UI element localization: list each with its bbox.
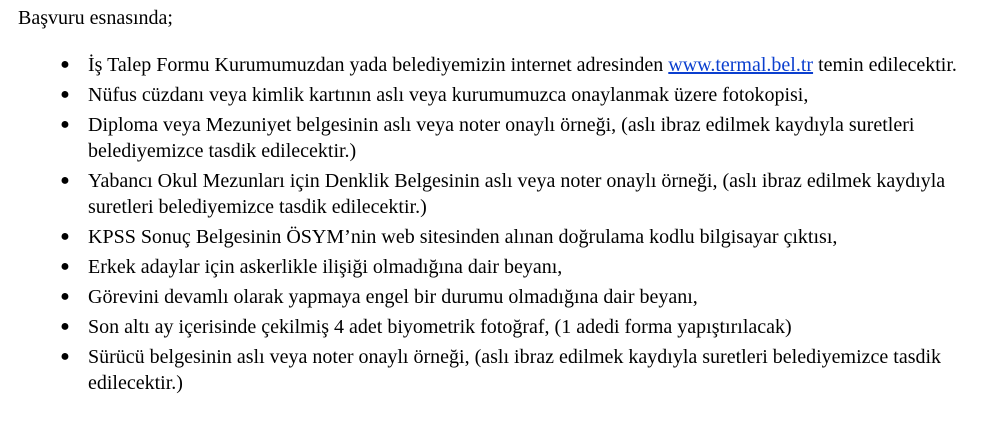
- list-item: [0, 254, 1000, 280]
- list-item: [0, 284, 1000, 310]
- list-item-text: Görevini devamlı olarak yapmaya engel bir durumu olmadığına dair beyanı,: [88, 286, 698, 308]
- bullet-icon: ●: [60, 56, 70, 73]
- list-item: [0, 314, 1000, 340]
- list-item: [0, 168, 1000, 220]
- list-item: [0, 52, 1000, 78]
- bullet-icon: ●: [60, 258, 70, 275]
- bullet-icon: ●: [60, 172, 70, 189]
- website-link[interactable]: www.termal.bel.tr: [668, 54, 814, 76]
- list-item-text: KPSS Sonuç Belgesinin ÖSYM’nin web sitesinden alınan doğrulama kodlu bilgisayar çıktısı,: [88, 226, 838, 248]
- list-item-text: Erkek adaylar için askerlikle ilişiği olmadığına dair beyanı,: [88, 256, 563, 278]
- list-item: [0, 224, 1000, 250]
- list-item-text: Son altı ay içerisinde çekilmiş 4 adet biyometrik fotoğraf, (1 adedi forma yapıştırılacak): [88, 316, 792, 338]
- bullet-icon: ●: [60, 348, 70, 365]
- bullet-icon: ●: [60, 86, 70, 103]
- bullet-icon: ●: [60, 288, 70, 305]
- intro-heading: Başvuru esnasında;: [18, 7, 173, 29]
- requirements-list: [0, 52, 1000, 400]
- bullet-icon: ●: [60, 116, 70, 133]
- list-item-text: Yabancı Okul Mezunları için Denklik Belgesinin aslı veya noter onaylı örneği, (aslı ibraz edilmek kaydıyla suretleri belediyemizce tasdik edilecektir.): [88, 170, 946, 218]
- bullet-icon: ●: [60, 318, 70, 335]
- bullet-icon: ●: [60, 228, 70, 245]
- list-item-text: Diploma veya Mezuniyet belgesinin aslı veya noter onaylı örneği, (aslı ibraz edilmek kaydıyla suretleri belediyemizce tasdik edilecektir.): [88, 114, 915, 162]
- list-item: [0, 82, 1000, 108]
- list-item-text: İş Talep Formu Kurumumuzdan yada belediyemizin internet adresinden: [88, 54, 669, 76]
- list-item-text: temin edilecektir.: [813, 54, 957, 76]
- list-item-text: Sürücü belgesinin aslı veya noter onaylı örneği, (aslı ibraz edilmek kaydıyla suretleri belediyemizce tasdik edilecektir.): [88, 346, 942, 394]
- list-item: [0, 344, 1000, 396]
- list-item-text: Nüfus cüzdanı veya kimlik kartının aslı veya kurumumuzca onaylanmak üzere fotokopisi,: [88, 84, 809, 106]
- list-item: [0, 112, 1000, 164]
